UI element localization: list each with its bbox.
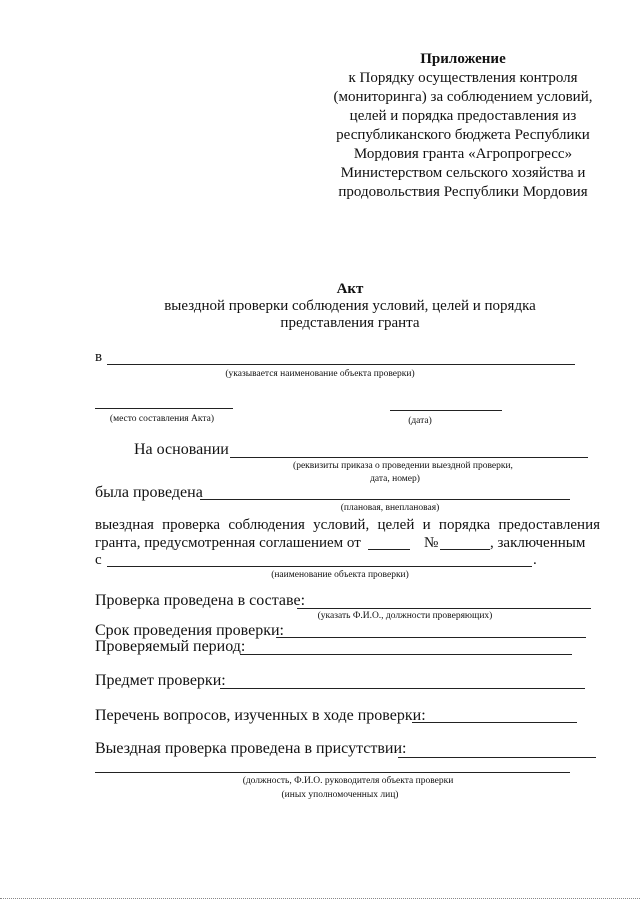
conducted-type-field[interactable] xyxy=(200,499,570,500)
annex-line: Мордовия гранта «Агропрогресс» xyxy=(353,146,573,162)
paragraph-line-2-start: гранта, предусмотренная соглашением от xyxy=(95,535,361,551)
duration-label: Срок проведения проверки: xyxy=(95,622,284,639)
annex-line: целей и порядка предоставления из xyxy=(349,108,577,124)
presence-field-continued[interactable] xyxy=(95,772,570,773)
page-bottom-edge xyxy=(0,898,640,899)
basis-hint-line-1: (реквизиты приказа о проведении выездной проверки, xyxy=(293,461,513,471)
act-title: Акт xyxy=(336,281,364,297)
place-hint: (место составления Акта) xyxy=(109,414,215,424)
with-period: . xyxy=(533,552,537,568)
annex-line: (мониторинга) за соблюдением условий, xyxy=(333,89,593,105)
subject-label: Предмет проверки: xyxy=(95,672,226,689)
basis-hint-line-2: дата, номер) xyxy=(370,474,420,484)
duration-field[interactable] xyxy=(276,637,586,638)
agreement-number-field[interactable] xyxy=(440,549,490,550)
object-name-field[interactable] xyxy=(107,364,575,365)
basis-field[interactable] xyxy=(230,457,588,458)
annex-line: Министерством сельского хозяйства и xyxy=(340,165,586,181)
annex-line: продовольствия Республики Мордовия xyxy=(338,184,588,200)
basis-label: На основании xyxy=(134,441,229,458)
agreement-date-field[interactable] xyxy=(368,549,410,550)
with-object-field[interactable] xyxy=(107,566,532,567)
date-hint: (дата) xyxy=(408,416,432,426)
with-prefix: с xyxy=(95,552,102,568)
act-subtitle-line-2: представления гранта xyxy=(280,315,420,331)
paragraph-line-1: выездная проверка соблюдения условий, целей и порядка предоставления xyxy=(95,517,600,533)
with-hint: (наименование объекта проверки) xyxy=(271,570,409,580)
conducted-hint: (плановая, внеплановая) xyxy=(340,503,440,513)
composition-field[interactable] xyxy=(297,608,591,609)
period-field[interactable] xyxy=(240,654,572,655)
date-field[interactable] xyxy=(390,410,502,411)
annex-title: Приложение xyxy=(420,51,506,67)
composition-label: Проверка проведена в составе: xyxy=(95,592,306,609)
questions-field[interactable] xyxy=(412,722,577,723)
place-field[interactable] xyxy=(95,408,233,409)
presence-hint-line-1: (должность, Ф.И.О. руководителя объекта проверки xyxy=(242,776,454,786)
conducted-label: была проведена xyxy=(95,484,203,501)
paragraph-line-2-end: , заключенным xyxy=(490,535,586,551)
composition-hint: (указать Ф.И.О., должности проверяющих) xyxy=(317,611,493,621)
number-sign: № xyxy=(424,535,439,551)
subject-field[interactable] xyxy=(220,688,585,689)
object-hint: (указывается наименование объекта проверки) xyxy=(225,369,415,379)
object-prefix: в xyxy=(95,349,103,365)
annex-line: республиканского бюджета Республики xyxy=(336,127,590,143)
act-subtitle-line-1: выездной проверки соблюдения условий, целей и порядка xyxy=(164,298,536,314)
annex-header xyxy=(328,50,598,202)
presence-label: Выездная проверка проведена в присутствии: xyxy=(95,740,407,757)
presence-field[interactable] xyxy=(398,757,596,758)
presence-hint-line-2: (иных уполномоченных лиц) xyxy=(281,790,399,800)
questions-label: Перечень вопросов, изученных в ходе проверки: xyxy=(95,707,426,724)
annex-line: к Порядку осуществления контроля xyxy=(348,70,578,86)
period-label: Проверяемый период: xyxy=(95,638,246,655)
